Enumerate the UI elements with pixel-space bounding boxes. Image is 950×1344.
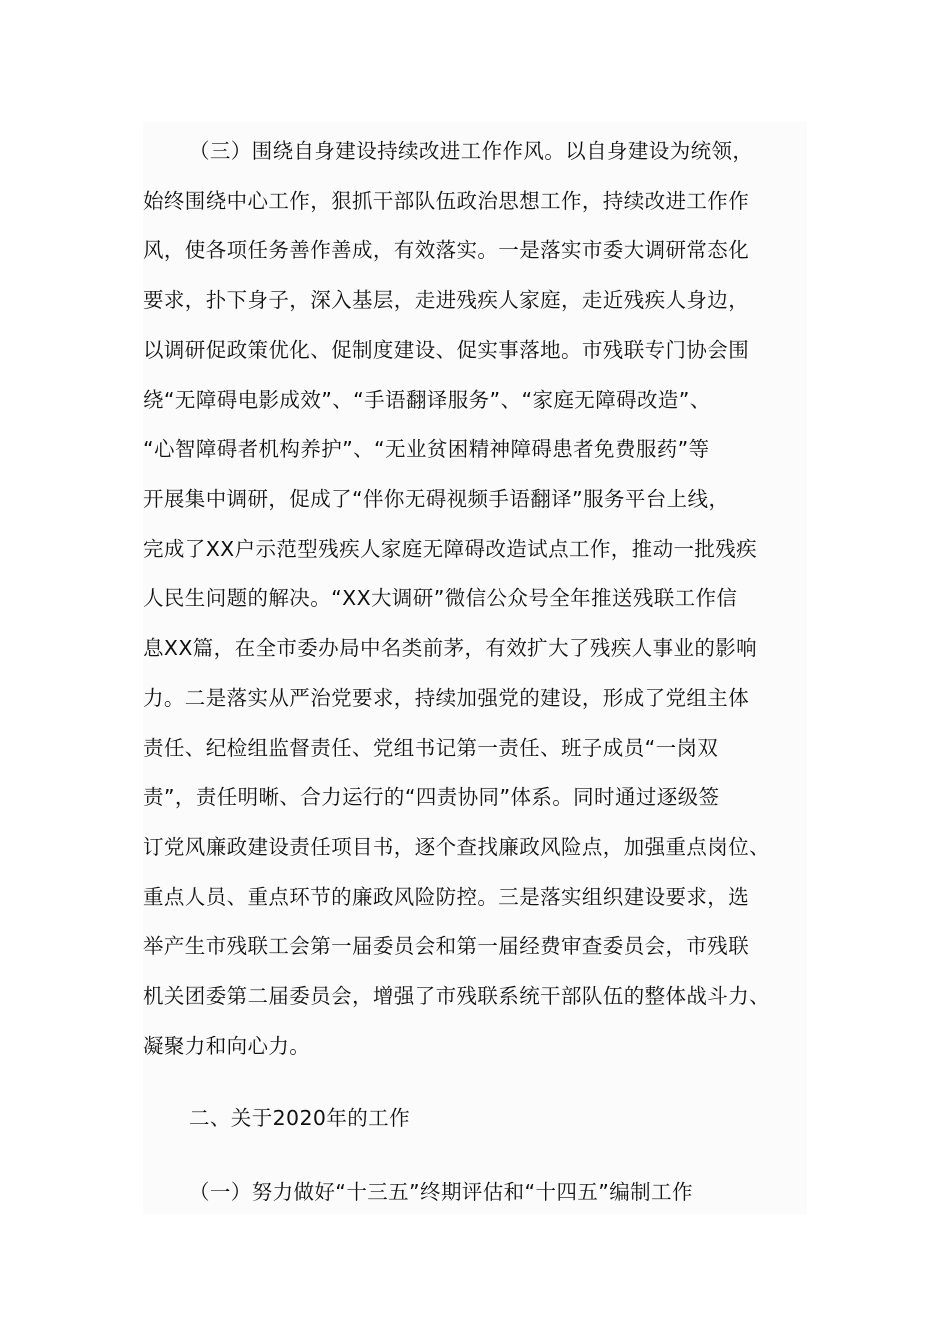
paragraph-line: 始终围绕中心工作，狠抓干部队伍政治思想工作，持续改进工作作 [143, 189, 750, 213]
paragraph-line: 绕“无障碍电影成效”、“手语翻译服务”、“家庭无障碍改造”、 [143, 388, 711, 412]
paragraph-line: 凝聚力和向心力。 [143, 1034, 311, 1058]
paragraph-line: 力。二是落实从严治党要求，持续加强党的建设，形成了党组主体 [143, 686, 750, 710]
paragraph-line: 人民生问题的解决。“XX大调研”微信公众号全年推送残联工作信 [143, 586, 738, 610]
paragraph-line: 责任、纪检组监督责任、党组书记第一责任、班子成员“一岗双 [143, 736, 719, 760]
paragraph-line: 以调研促政策优化、促制度建设、促实事落地。市残联专门协会围 [143, 338, 750, 362]
paragraph-line: 责”，责任明晰、合力运行的“四责协同”体系。同时通过逐级签 [143, 785, 720, 809]
paragraph-line: 风，使各项任务善作善成，有效落实。一是落实市委大调研常态化 [143, 238, 750, 262]
paragraph-line: 要求，扑下身子，深入基层，走进残疾人家庭，走近残疾人身边， [143, 288, 750, 312]
paragraph-line: 息XX篇，在全市委办局中名类前茅，有效扩大了残疾人事业的影响 [143, 636, 758, 660]
paragraph-line: 举产生市残联工会第一届委员会和第一届经费审查委员会，市残联 [143, 934, 750, 958]
section-heading: 二、关于2020年的工作 [189, 1106, 410, 1130]
paragraph-line: 重点人员、重点环节的廉政风险防控。三是落实组织建设要求，选 [143, 885, 750, 909]
paragraph-line: “心智障碍者机构养护”、“无业贫困精神障碍患者免费服药”等 [143, 437, 710, 461]
paragraph-line: 开展集中调研，促成了“伴你无碍视频手语翻译”服务平台上线， [143, 487, 730, 511]
paragraph-line: 完成了XX户示范型残疾人家庭无障碍改造试点工作，推动一批残疾 [143, 537, 758, 561]
document-page [143, 122, 807, 1214]
paragraph-line: （三）围绕自身建设持续改进工作作风。以自身建设为统领， [189, 139, 754, 163]
paragraph-line: 订党风廉政建设责任项目书，逐个查找廉政风险点，加强重点岗位、 [143, 835, 770, 859]
paragraph-line: 机关团委第二届委员会，增强了市残联系统干部队伍的整体战斗力、 [143, 984, 770, 1008]
subsection-heading: （一）努力做好“十三五”终期评估和“十四五”编制工作 [189, 1180, 693, 1204]
